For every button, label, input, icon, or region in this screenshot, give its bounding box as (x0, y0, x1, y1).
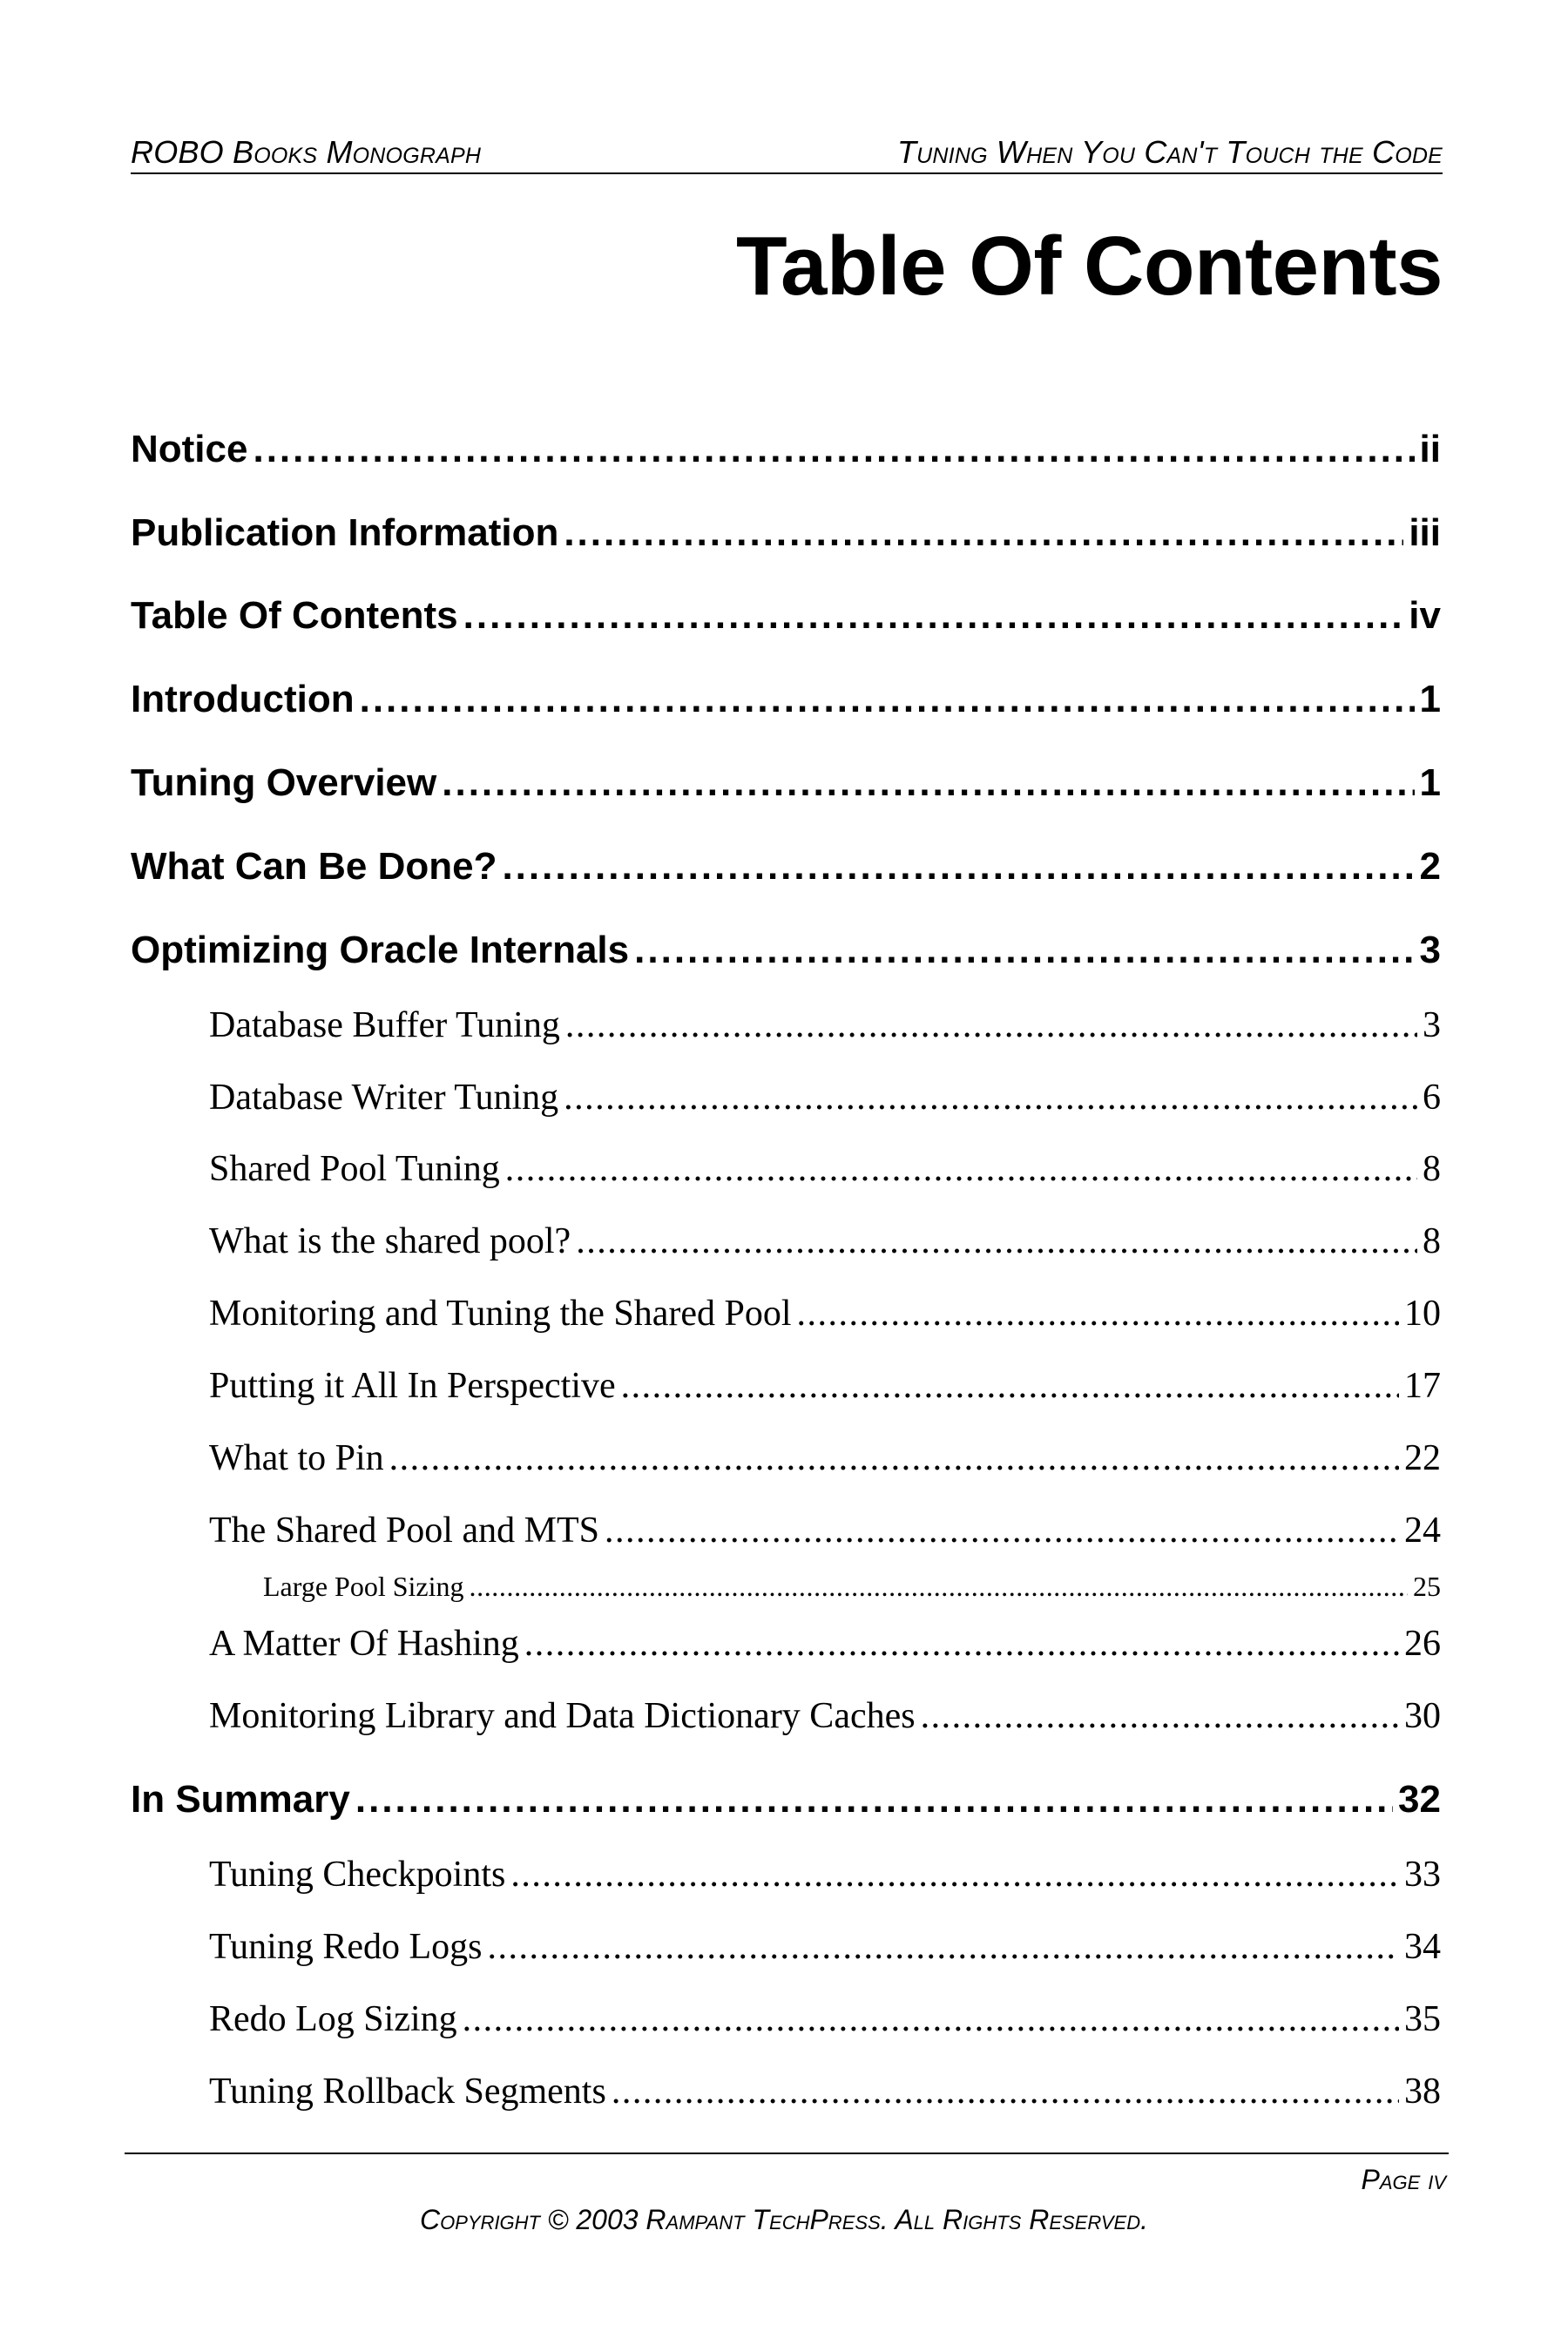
toc-entry-page: 6 (1423, 1078, 1441, 1118)
toc-entry[interactable] (131, 841, 1441, 893)
toc-entry[interactable] (209, 2067, 1441, 2116)
toc-entry[interactable] (209, 1001, 1441, 1050)
toc-entry-title: A Matter Of Hashing (209, 1624, 519, 1664)
toc-entry-page: iii (1409, 511, 1441, 554)
toc-leader-dots (797, 1289, 1399, 1338)
toc-entry-title: The Shared Pool and MTS (209, 1511, 599, 1551)
toc-entry[interactable] (209, 1923, 1441, 1971)
page-number: Page iv (1361, 2164, 1446, 2195)
toc-entry-title: Redo Log Sizing (209, 1999, 457, 2039)
toc-entry-page: 26 (1404, 1624, 1441, 1664)
toc-entry[interactable] (209, 1850, 1441, 1899)
toc-entry[interactable] (131, 423, 1441, 476)
toc-leader-dots (502, 841, 1414, 893)
toc-entry-title: What to Pin (209, 1438, 384, 1478)
toc-entry-title: Monitoring Library and Data Dictionary Caches (209, 1696, 916, 1736)
toc-entry-page: 30 (1404, 1696, 1441, 1736)
toc-entry-page: 3 (1423, 1005, 1441, 1045)
toc-entry[interactable] (131, 924, 1441, 977)
toc-leader-dots (921, 1692, 1399, 1740)
footer-divider (125, 2153, 1449, 2154)
toc-entry-page: 1 (1419, 678, 1441, 720)
toc-entry[interactable] (131, 507, 1441, 559)
toc-entry-page: 34 (1404, 1927, 1441, 1967)
toc-entry-title: Shared Pool Tuning (209, 1149, 500, 1189)
toc-leader-dots (488, 1923, 1399, 1971)
toc-entry[interactable] (131, 673, 1441, 726)
toc-entry-title: Database Buffer Tuning (209, 1005, 560, 1045)
toc-entry-title: Monitoring and Tuning the Shared Pool (209, 1294, 792, 1334)
toc-entry[interactable] (131, 757, 1441, 809)
toc-leader-dots (524, 1619, 1399, 1668)
toc-entry-title: Publication Information (131, 511, 559, 554)
toc-entry-page: 33 (1404, 1855, 1441, 1895)
toc-leader-dots (565, 1001, 1417, 1050)
toc-leader-dots (576, 1217, 1417, 1266)
page-title: Table Of Contents (735, 220, 1443, 313)
toc-entry-page: 2 (1419, 845, 1441, 888)
toc-entry[interactable] (209, 1145, 1441, 1193)
toc-entry-title: Table Of Contents (131, 594, 458, 637)
toc-entry-page: ii (1419, 428, 1441, 470)
toc-entry-title: Notice (131, 428, 248, 470)
toc-entry-page: 22 (1404, 1438, 1441, 1478)
toc-leader-dots (463, 1995, 1399, 2044)
toc-leader-dots (510, 1850, 1399, 1899)
header-book-series: ROBO Books Monograph (131, 134, 482, 170)
copyright-notice: Copyright © 2003 Rampant TechPress. All Rights Reserved. (419, 2204, 1148, 2235)
toc-entry[interactable] (131, 590, 1441, 642)
toc-entry[interactable] (209, 1995, 1441, 2044)
toc-entry-page: 3 (1419, 929, 1441, 971)
toc-entry[interactable] (209, 1506, 1441, 1555)
toc-leader-dots (389, 1434, 1399, 1483)
toc-leader-dots (634, 924, 1414, 977)
toc-leader-dots (470, 1568, 1409, 1605)
toc-entry-page: 17 (1404, 1366, 1441, 1406)
toc-entry-page: 25 (1413, 1571, 1441, 1602)
toc-entry-title: Optimizing Oracle Internals (131, 929, 630, 971)
toc-leader-dots (463, 590, 1404, 642)
toc-entry-title: Introduction (131, 678, 355, 720)
header-book-title: Tuning When You Can't Touch the Code (896, 134, 1443, 170)
toc-entry-page: iv (1409, 594, 1441, 637)
toc-entry[interactable] (131, 1774, 1441, 1826)
toc-leader-dots (360, 673, 1415, 726)
toc-entry-title: Tuning Redo Logs (209, 1927, 483, 1967)
toc-entry-title: Database Writer Tuning (209, 1078, 559, 1118)
toc-leader-dots (564, 1073, 1417, 1122)
toc-entry-page: 24 (1404, 1511, 1441, 1551)
toc-entry[interactable] (263, 1568, 1441, 1605)
toc-leader-dots (621, 1362, 1399, 1410)
toc-entry-title: Tuning Overview (131, 761, 437, 804)
toc-leader-dots (253, 423, 1414, 476)
toc-entry-title: What is the shared pool? (209, 1221, 571, 1261)
toc-entry-title: Large Pool Sizing (263, 1571, 464, 1602)
toc-entry[interactable] (209, 1619, 1441, 1668)
toc-entry[interactable] (209, 1073, 1441, 1122)
toc-leader-dots (605, 1506, 1399, 1555)
toc-leader-dots (442, 757, 1414, 809)
toc-entry-title: Tuning Checkpoints (209, 1855, 506, 1895)
toc-entry-title: In Summary (131, 1778, 350, 1821)
toc-entry-page: 35 (1404, 1999, 1441, 2039)
toc-leader-dots (564, 507, 1403, 559)
toc-leader-dots (355, 1774, 1393, 1826)
toc-leader-dots (612, 2067, 1399, 2116)
toc-entry[interactable] (209, 1217, 1441, 1266)
toc-entry[interactable] (209, 1289, 1441, 1338)
toc-entry-page: 32 (1398, 1778, 1441, 1821)
toc-entry[interactable] (209, 1434, 1441, 1483)
toc-entry-page: 10 (1404, 1294, 1441, 1334)
toc-entry-page: 8 (1423, 1221, 1441, 1261)
toc-entry-page: 38 (1404, 2072, 1441, 2112)
toc-entry-title: What Can Be Done? (131, 845, 497, 888)
toc-leader-dots (505, 1145, 1417, 1193)
toc-entry-page: 1 (1419, 761, 1441, 804)
toc-entry[interactable] (209, 1362, 1441, 1410)
toc-entry-page: 8 (1423, 1149, 1441, 1189)
toc-entry-title: Tuning Rollback Segments (209, 2072, 606, 2112)
toc-entry[interactable] (209, 1692, 1441, 1740)
toc-entry-title: Putting it All In Perspective (209, 1366, 616, 1406)
